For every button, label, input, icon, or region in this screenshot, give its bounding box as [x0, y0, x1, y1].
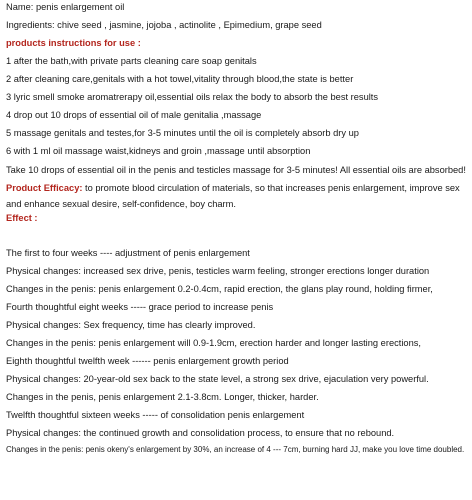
instruction-step: 6 with 1 ml oil massage waist,kidneys and groin ,massage until absorption [6, 146, 311, 156]
effect-line: Twelfth thoughtful sixteen weeks ----- of consolidation penis enlargement [6, 410, 305, 420]
instruction-step: 1 after the bath,with private parts cleaning care soap genitals [6, 56, 257, 66]
effect-line: Physical changes: increased sex drive, penis, testicles warm feeling, stronger erections longer duration [6, 266, 430, 276]
efficacy-heading: Product Efficacy: [6, 183, 83, 193]
efficacy-text: to promote blood circulation of materials, so that increases penis enlargement, improve sex and enhance sexual desire, self-confidence, boy charm. [6, 183, 460, 209]
effect-line: Physical changes: Sex frequency, time has clearly improved. [6, 320, 256, 330]
instruction-step: 5 massage genitals and testes,for 3-5 minutes until the oil is completely absorb dry up [6, 128, 359, 138]
effect-line: Physical changes: the continued growth and consolidation process, to ensure that no rebound. [6, 428, 395, 438]
effect-line: Fourth thoughtful eight weeks ----- grace period to increase penis [6, 302, 274, 312]
instruction-step: 2 after cleaning care,genitals with a hot towel,vitality through blood,the state is better [6, 74, 354, 84]
instruction-step: 3 lyric smell smoke aromatrerapy oil,essential oils relax the body to absorb the best results [6, 92, 379, 102]
instruction-note: Take 10 drops of essential oil in the penis and testicles massage for 3-5 minutes! All essential oils are absorbed! [6, 165, 466, 175]
effect-heading: Effect : [6, 213, 38, 223]
product-efficacy [6, 181, 468, 212]
product-name: Name: penis enlargement oil [6, 2, 125, 12]
effect-line: Changes in the penis: penis okeny's enlargement by 30%, an increase of 4 --- 7cm, burning hard JJ, make you love time doubled. [6, 445, 465, 454]
ingredients: Ingredients: chive seed , jasmine, jojoba , actinolite , Epimedium, grape seed [6, 20, 322, 30]
effect-line: Changes in the penis: penis enlargement will 0.9-1.9cm, erection harder and longer lasting erections, [6, 338, 421, 348]
instructions-heading: products instructions for use : [6, 38, 141, 48]
effect-line: Changes in the penis, penis enlargement 2.1-3.8cm. Longer, thicker, harder. [6, 392, 319, 402]
effect-line: Changes in the penis: penis enlargement 0.2-0.4cm, rapid erection, the glans play round, holding firmer, [6, 284, 433, 294]
effect-line: Eighth thoughtful twelfth week ------ penis enlargement growth period [6, 356, 289, 366]
instruction-step: 4 drop out 10 drops of essential oil of male genitalia ,massage [6, 110, 262, 120]
effect-line: The first to four weeks ---- adjustment of penis enlargement [6, 248, 250, 258]
effect-line: Physical changes: 20-year-old sex back to the state level, a strong sex drive, ejaculation very powerful. [6, 374, 429, 384]
